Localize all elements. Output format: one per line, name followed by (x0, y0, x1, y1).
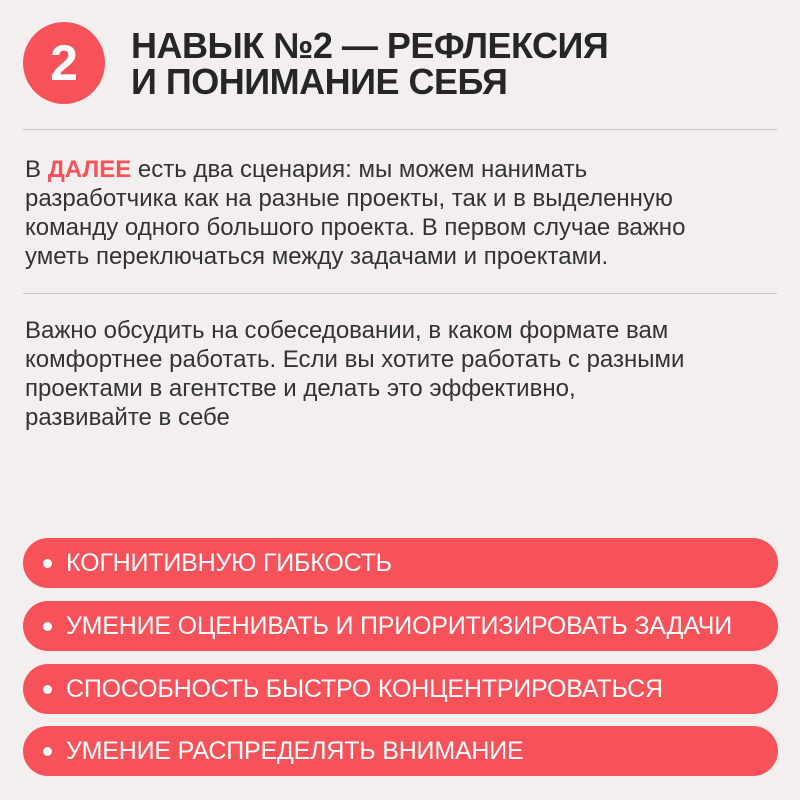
paragraph-line-3: команду одного большого проекта. В первом случае важно (25, 214, 686, 241)
divider-top (23, 129, 777, 130)
paragraph-prefix: В (25, 156, 48, 183)
bullet-icon (43, 559, 52, 568)
skill-label: СПОСОБНОСТЬ БЫСТРО КОНЦЕНТРИРОВАТЬСЯ (66, 674, 663, 703)
bullet-icon (43, 747, 52, 756)
skill-pill-cognitive-flexibility (23, 538, 778, 588)
paragraph-line-2: разработчика как на разные проекты, так и в выделенную (25, 185, 673, 212)
skill-pill-distribute-attention (23, 726, 778, 776)
skill-label: КОГНИТИВНУЮ ГИБКОСТЬ (66, 548, 392, 577)
bullet-icon (43, 622, 52, 631)
page-title (131, 25, 609, 102)
skill-pill-concentrate (23, 664, 778, 714)
paragraph2-line-3: проектами в агентстве и делать это эффективно, (25, 375, 576, 402)
paragraph2-line-4: развивайте в себе (25, 404, 230, 431)
divider-middle (23, 293, 777, 294)
paragraph-line-4: уметь переключаться между задачами и проектами. (25, 243, 609, 270)
skill-label: УМЕНИЕ РАСПРЕДЕЛЯТЬ ВНИМАНИЕ (66, 736, 524, 765)
step-number-badge: 2 (23, 22, 105, 104)
title-line-2: И ПОНИМАНИЕ СЕБЯ (131, 61, 508, 102)
skill-label: УМЕНИЕ ОЦЕНИВАТЬ И ПРИОРИТИЗИРОВАТЬ ЗАДАЧИ (66, 611, 733, 640)
header (23, 22, 783, 112)
skill-pill-prioritize-tasks (23, 601, 778, 651)
brand-highlight: ДАЛЕЕ (47, 156, 132, 183)
title-line-1: НАВЫК №2 — РЕФЛЕКСИЯ (131, 25, 609, 66)
paragraph2-line-1: Важно обсудить на собеседовании, в каком формате вам (25, 317, 669, 344)
paragraph-scenarios (25, 155, 780, 271)
paragraph-interview (25, 316, 780, 432)
paragraph-line-1: есть два сценария: мы можем нанимать (131, 156, 588, 183)
bullet-icon (43, 685, 52, 694)
paragraph2-line-2: комфортнее работать. Если вы хотите работать с разными (25, 346, 685, 373)
